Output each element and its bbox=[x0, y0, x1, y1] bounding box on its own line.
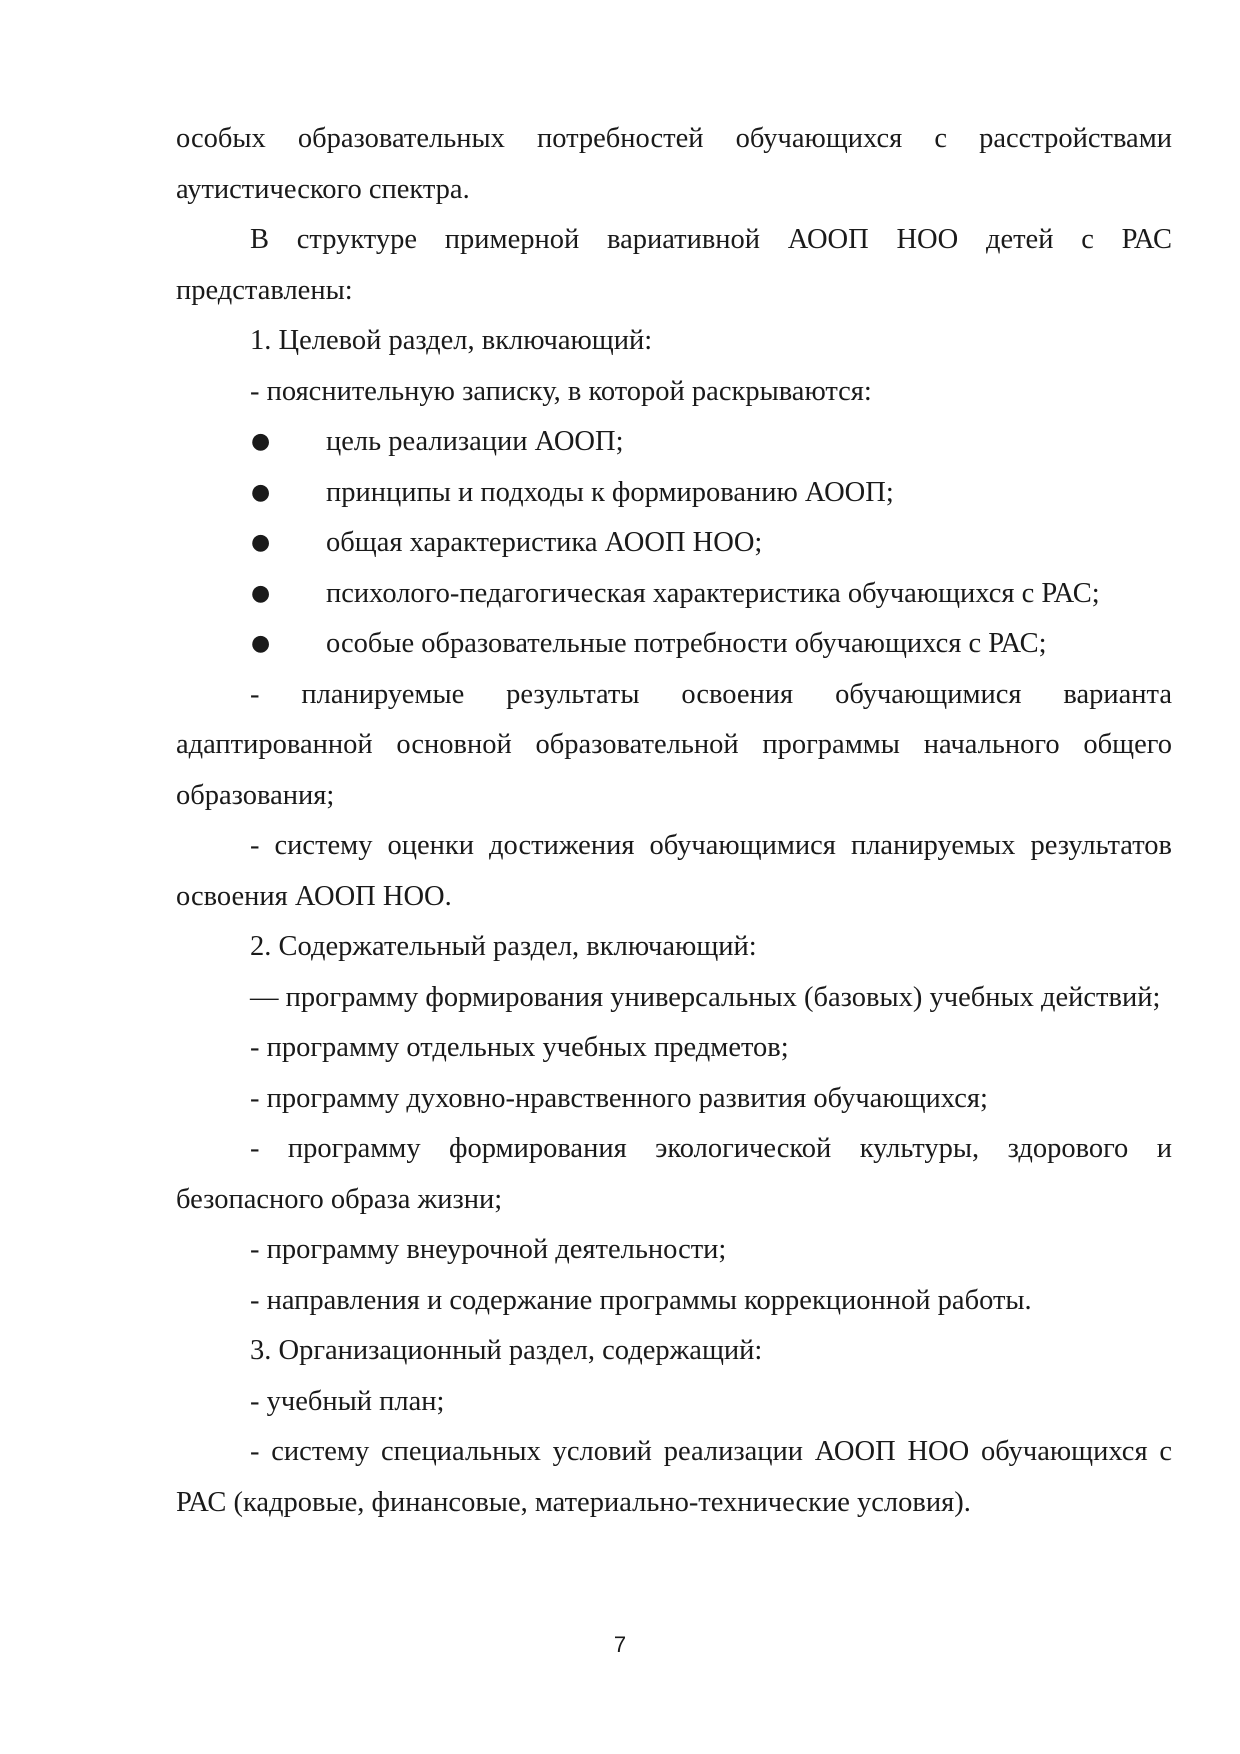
list-item: - программу формирования экологической культуры, здорового и безопасного образа жизни; bbox=[176, 1133, 1172, 1215]
paragraph-structure-intro: В структуре примерной вариативной АООП НОО детей с РАС представлены: bbox=[176, 224, 1172, 306]
list-item: - программу духовно-нравственного развития обучающихся; bbox=[250, 1082, 988, 1114]
bullet-item bbox=[176, 417, 1172, 468]
bullet-item bbox=[176, 619, 1172, 670]
list-item: - пояснительную записку, в которой раскрываются: bbox=[250, 375, 872, 407]
paragraph-continuation: особых образовательных потребностей обучающихся с расстройствами аутистического спектра. bbox=[176, 123, 1172, 205]
list-item: - систему специальных условий реализации АООП НОО обучающихся с РАС (кадровые, финансовые, материально-технические условия). bbox=[176, 1436, 1172, 1518]
document-body bbox=[176, 114, 1172, 1528]
list-item: - программу внеурочной деятельности; bbox=[250, 1234, 727, 1265]
section-2-heading: 2. Содержательный раздел, включающий: bbox=[250, 931, 757, 962]
list-item: - учебный план; bbox=[250, 1385, 445, 1417]
bullet-text: психолого-педагогическая характеристика обучающихся с РАС; bbox=[326, 577, 1100, 609]
bullet-icon: ● bbox=[251, 479, 271, 505]
bullet-item bbox=[176, 518, 1172, 569]
bullet-icon: ● bbox=[251, 429, 271, 454]
bullet-text: цель реализации АООП; bbox=[326, 426, 624, 457]
section-1-heading: 1. Целевой раздел, включающий: bbox=[250, 325, 653, 356]
bullet-text: общая характеристика АООП НОО; bbox=[326, 527, 763, 558]
bullet-item bbox=[176, 569, 1172, 620]
list-item: - планируемые результаты освоения обучающимися варианта адаптированной основной образовательной программы начального общего образования; bbox=[176, 678, 1172, 811]
bullet-text: особые образовательные потребности обучающихся с РАС; bbox=[326, 628, 1047, 659]
bullet-item bbox=[176, 468, 1172, 519]
bullet-icon: ● bbox=[251, 580, 271, 606]
bullet-icon: ● bbox=[251, 631, 271, 656]
list-item: - направления и содержание программы коррекционной работы. bbox=[250, 1284, 1032, 1316]
list-item: — программу формирования универсальных (базовых) учебных действий; bbox=[250, 981, 1161, 1013]
list-item: - программу отдельных учебных предметов; bbox=[250, 1032, 789, 1063]
page-number: 7 bbox=[613, 1632, 627, 1657]
bullet-text: принципы и подходы к формированию АООП; bbox=[326, 476, 894, 508]
bullet-icon: ● bbox=[251, 530, 271, 555]
section-3-heading: 3. Организационный раздел, содержащий: bbox=[250, 1335, 763, 1366]
list-item: - систему оценки достижения обучающимися планируемых результатов освоения АООП НОО. bbox=[176, 830, 1172, 912]
